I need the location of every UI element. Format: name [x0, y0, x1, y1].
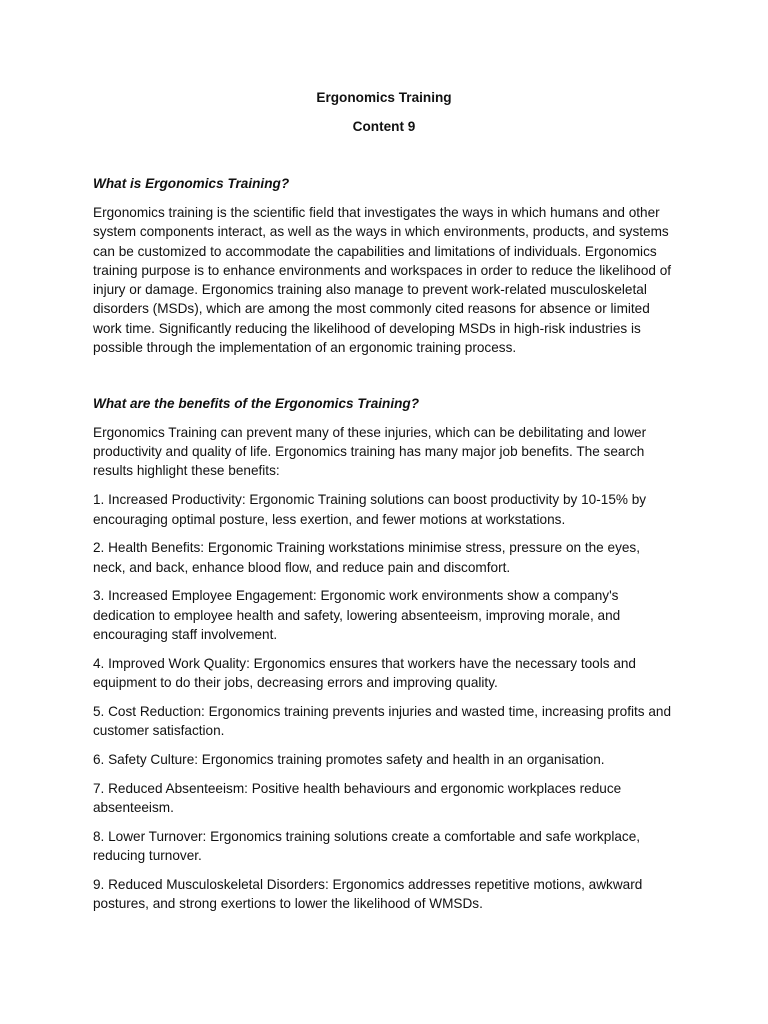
paragraph: Ergonomics training is the scientific field that investigates the ways in which humans and other system components interact, as well as the ways in which environments, products, and systems can be customized to accommodate the capabilities and limitations of individuals. Ergonomics training purpose is to enhance environments and workspaces in order to reduce the likelihood of injury or damage. Ergonomics training also manage to prevent work-related musculoskeletal disorders (MSDs), which are among the most commonly cited reasons for absence or limited work time. Significantly reducing the likelihood of developing MSDs in high-risk industries is possible through the implementation of an ergonomic training process.	[93, 205, 672, 356]
paragraph: Ergonomics Training can prevent many of these injuries, which can be debilitating and lower productivity and quality of life. Ergonomics training has many major job benefits. The search results highlight these benefits:	[93, 424, 647, 479]
list-item: 1. Increased Productivity: Ergonomic Training solutions can boost productivity by 10-15% by encouraging optimal posture, less exertion, and fewer motions at workstations.	[93, 492, 647, 527]
list-item: 2. Health Benefits: Ergonomic Training workstations minimise stress, pressure on the eyes, neck, and back, enhance blood flow, and reduce pain and discomfort.	[93, 540, 641, 575]
list-item: 9. Reduced Musculoskeletal Disorders: Ergonomics addresses repetitive motions, awkward postures, and strong exertions to lower the likelihood of WMSDs.	[93, 877, 643, 912]
section-heading: What are the benefits of the Ergonomics Training?	[93, 395, 420, 411]
document-subtitle: Content 9	[352, 119, 416, 134]
list-item: 8. Lower Turnover: Ergonomics training solutions create a comfortable and safe workplace, reducing turnover.	[93, 828, 641, 864]
section-spacer	[93, 367, 675, 394]
list-item: 4. Improved Work Quality: Ergonomics ensures that workers have the necessary tools and equipment to do their jobs, decreasing errors and improving quality.	[93, 655, 636, 691]
section-what-is	[93, 174, 675, 357]
section-heading: What is Ergonomics Training?	[93, 176, 290, 191]
document-title: Ergonomics Training	[316, 90, 452, 105]
list-item: 3. Increased Employee Engagement: Ergonomic work environments show a company's dedication to employee health and safety, lowering absenteeism, improving morale, and encouraging staff involvement.	[93, 588, 621, 643]
list-item: 5. Cost Reduction: Ergonomics training prevents injuries and wasted time, increasing profits and customer satisfaction.	[93, 703, 672, 739]
list-item: 7. Reduced Absenteeism: Positive health behaviours and ergonomic workplaces reduce absenteeism.	[93, 780, 622, 816]
list-item: 6. Safety Culture: Ergonomics training promotes safety and health in an organisation.	[93, 752, 605, 768]
section-benefits	[93, 394, 675, 914]
